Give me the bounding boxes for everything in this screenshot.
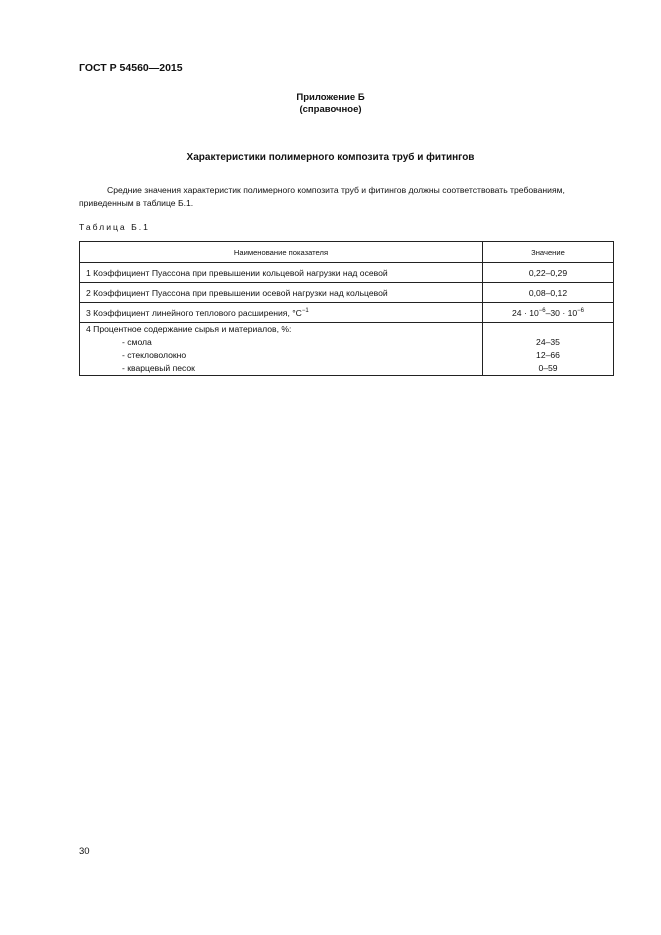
row-3-name-exponent: −1: [301, 307, 309, 314]
appendix-title: Приложение Б: [296, 92, 365, 103]
composition-item-value: 24–35: [536, 337, 560, 347]
appendix-type: (справочное): [299, 104, 362, 115]
properties-table: [79, 241, 614, 376]
page-number: 30: [79, 846, 90, 857]
header-value: Значение: [483, 242, 614, 263]
table-row: [80, 303, 614, 323]
composition-item-name: - стекловолокно: [122, 350, 187, 360]
table-row: [80, 283, 614, 303]
table-row-composition: [80, 323, 614, 376]
standard-number: ГОСТ Р 54560—2015: [79, 62, 183, 74]
row-4-title-spacer: [489, 323, 607, 336]
row-1-value: 0,22–0,29: [483, 263, 614, 283]
row-3-value-low-exponent: −6: [538, 307, 546, 314]
table-row: [80, 263, 614, 283]
header-parameter: Наименование показателя: [80, 242, 483, 263]
row-1-name: 1 Коэффициент Пуассона при превышении кольцевой нагрузки над осевой: [80, 263, 483, 283]
row-3-value-high-exponent: −6: [577, 307, 584, 314]
composition-item-value: 0–59: [538, 363, 558, 373]
row-4-title: 4 Процентное содержание сырья и материалов, %:: [86, 324, 292, 334]
row-2-value: 0,08–0,12: [483, 283, 614, 303]
row-4-values: [483, 323, 614, 376]
row-3-value-low: 24 · 10: [512, 307, 539, 318]
row-3-value: [483, 303, 614, 323]
row-2-name: 2 Коэффициент Пуассона при превышении осевой нагрузки над кольцевой: [80, 283, 483, 303]
table-caption: Таблица Б.1: [79, 222, 150, 232]
section-title: Характеристики полимерного композита труб и фитингов: [186, 152, 475, 163]
composition-item-value: 12–66: [536, 350, 560, 360]
row-4-names: [80, 323, 483, 376]
composition-item-name: - кварцевый песок: [122, 363, 195, 373]
composition-item-name: - смола: [122, 337, 152, 347]
row-3-name-text: 3 Коэффициент линейного теплового расширения, °С: [86, 307, 302, 318]
row-3-value-high: –30 · 10: [545, 307, 578, 318]
table-header-row: [80, 242, 614, 263]
intro-paragraph: Средние значения характеристик полимерного композита труб и фитингов должны соответствовать требованиям, приведенным в таблице Б.1.: [79, 185, 565, 208]
row-3-name: [80, 303, 483, 323]
